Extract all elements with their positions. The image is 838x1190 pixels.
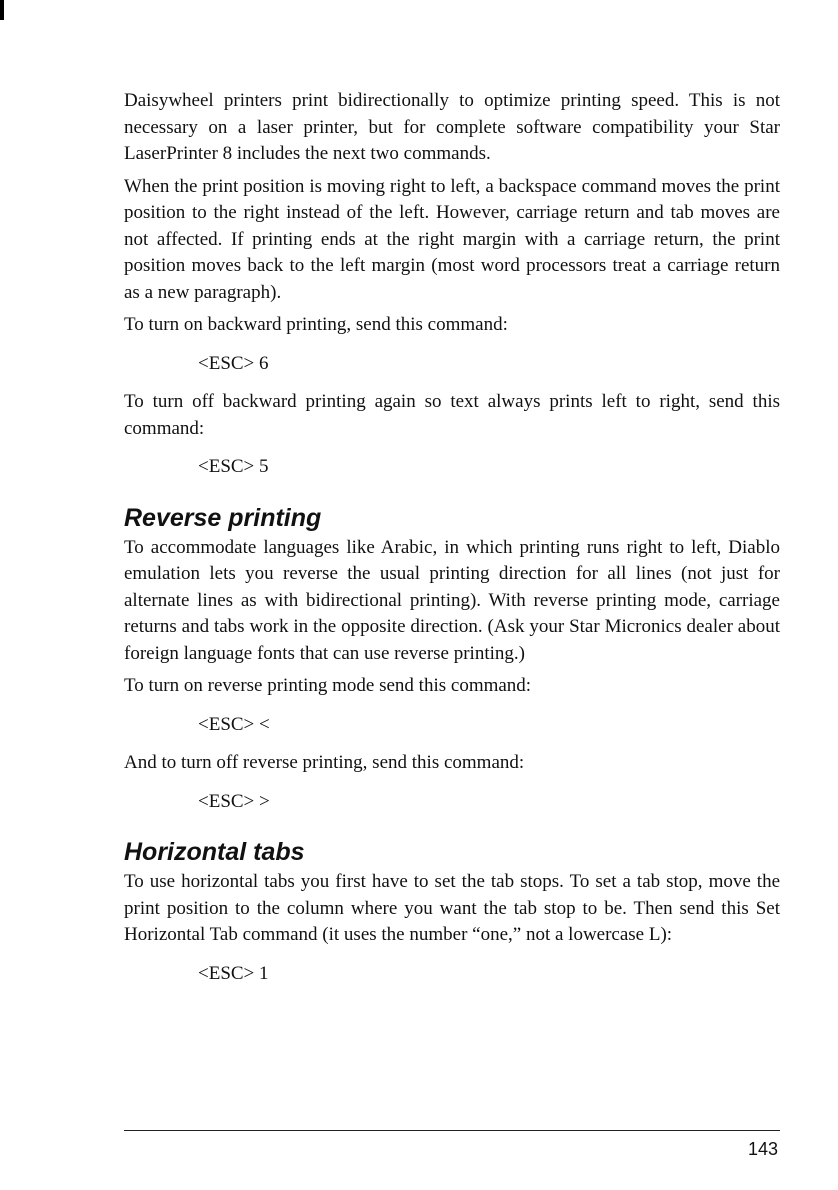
backward-off-command: <ESC> 5 [198, 456, 269, 477]
reverse-on-instruction: To turn on reverse printing mode send this command: [124, 675, 532, 696]
set-tab-command: <ESC> 1 [198, 962, 269, 984]
reverse-off-command: <ESC> > [198, 790, 270, 812]
reverse-off-instruction: And to turn off reverse printing, send this command: [124, 752, 525, 773]
reverse-printing-heading: Reverse printing [124, 503, 322, 532]
backward-on-instruction: To turn on backward printing, send this command: [124, 314, 508, 335]
footer-rule [124, 1130, 780, 1131]
backspace-paragraph: When the print position is moving right to left, a backspace command moves the print position to the right instead of the left. However, carriage return and tab moves are not affected. If printing ends at the right margin with a carriage return, the print position moves back to the left margin (most word processors treat a carriage return as a new paragraph). [124, 175, 780, 303]
page-content [124, 88, 780, 987]
scan-edge-mark [0, 0, 4, 20]
horizontal-tabs-description: To use horizontal tabs you first have to set the tab stops. To set a tab stop, move the print position to the column where you want the tab stop to be. Then send this Set Horizontal Tab command (it uses the number “one,” not a lowercase L): [124, 871, 780, 945]
intro-paragraph: Daisywheel printers print bidirectionally to optimize printing speed. This is not necessary on a laser printer, but for complete software compatibility your Star LaserPrinter 8 includes the next two commands. [124, 90, 780, 164]
backward-on-command: <ESC> 6 [198, 352, 269, 374]
page-number: 143 [747, 1139, 778, 1159]
reverse-on-command: <ESC> < [198, 713, 270, 735]
backward-off-instruction: To turn off backward printing again so text always prints left to right, send this command: [124, 391, 780, 439]
horizontal-tabs-heading: Horizontal tabs [124, 838, 305, 866]
reverse-printing-description: To accommodate languages like Arabic, in which printing runs right to left, Diablo emulation lets you reverse the usual printing direction for all lines (not just for alternate lines as with bidirectional printing). With reverse printing mode, carriage returns and tabs work in the opposite direction. (Ask your Star Micronics dealer about foreign language fonts that can use reverse printing.) [124, 536, 780, 664]
